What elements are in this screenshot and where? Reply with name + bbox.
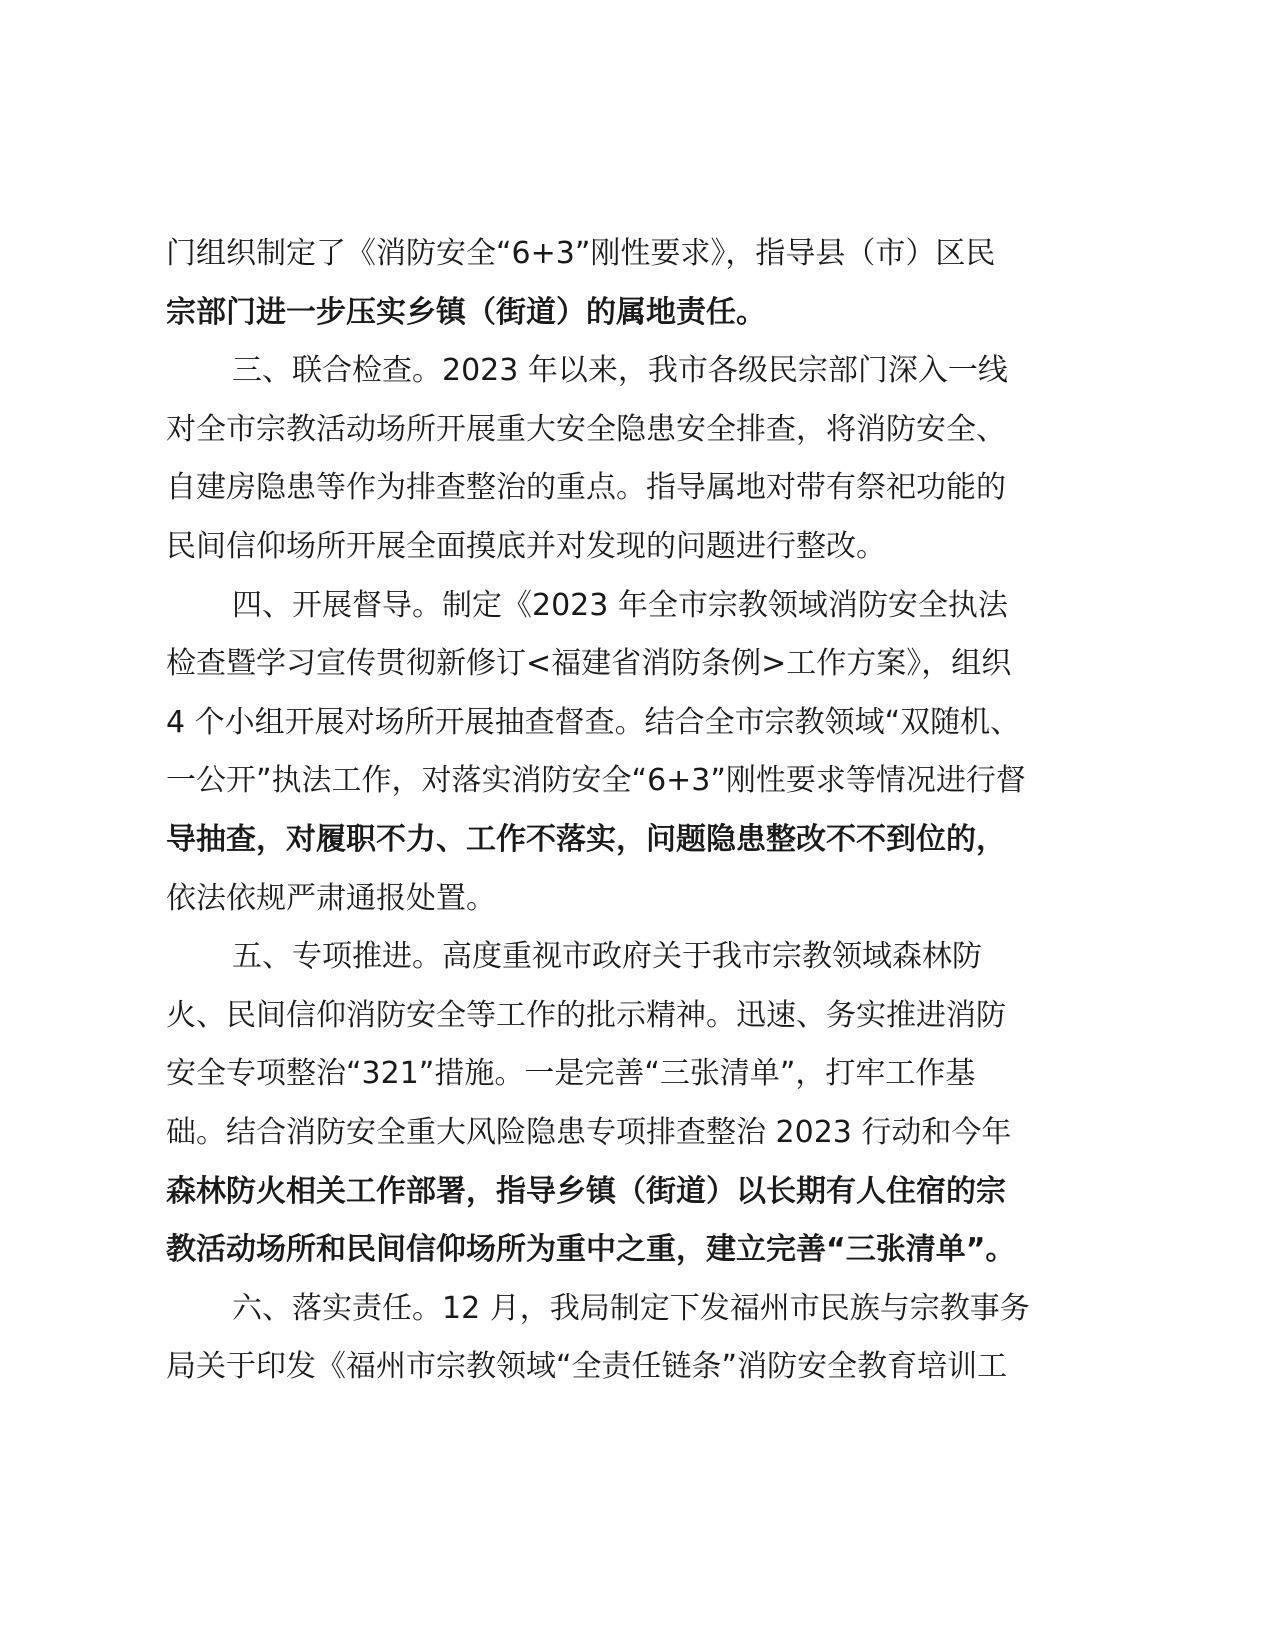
paragraph-heading-line: 四、开展督导。制定《2023 年全市宗教领域消防安全执法 xyxy=(232,587,1008,623)
paragraph-heading-line: 三、联合检查。2023 年以来，我市各级民宗部门深入一线 xyxy=(232,353,1008,389)
text-line: 宗部门进一步压实乡镇（街道）的属地责任。 xyxy=(166,294,766,330)
paragraph-heading-line: 六、落实责任。12 月，我局制定下发福州市民族与宗教事务 xyxy=(232,1290,1030,1326)
document-body xyxy=(166,225,1116,1397)
text-line: 安全专项整治“321”措施。一是完善“三张清单”，打牢工作基 xyxy=(166,1056,976,1092)
text-line: 森林防火相关工作部署，指导乡镇（街道）以长期有人住宿的宗 xyxy=(166,1173,1006,1209)
text-line: 民间信仰场所开展全面摸底并对发现的问题进行整改。 xyxy=(166,528,886,564)
paragraph-heading-line: 五、专项推进。高度重视市政府关于我市宗教领域森林防 xyxy=(232,939,982,975)
text-line: 自建房隐患等作为排查整治的重点。指导属地对带有祭祀功能的 xyxy=(166,470,1006,506)
text-line: 门组织制定了《消防安全“6+3”刚性要求》，指导县（市）区民 xyxy=(166,236,996,271)
text-line: 础。结合消防安全重大风险隐患专项排查整治 2023 行动和今年 xyxy=(166,1114,1012,1150)
text-line: 导抽查，对履职不力、工作不落实，问题隐患整改不不到位的， xyxy=(166,821,1006,857)
text-line: 局关于印发《福州市宗教领域“全责任链条”消防安全教育培训工 xyxy=(166,1349,1008,1385)
text-line: 检查暨学习宣传贯彻新修订<福建省消防条例>工作方案》，组织 xyxy=(166,646,1012,682)
text-line: 对全市宗教活动场所开展重大安全隐患安全排查，将消防安全、 xyxy=(166,411,1006,447)
text-line: 4 个小组开展对场所开展抽查督查。结合全市宗教领域“双随机、 xyxy=(166,704,1021,740)
text-line: 教活动场所和民间信仰场所为重中之重，建立完善“三张清单”。 xyxy=(166,1232,1016,1268)
text-line: 依法依规严肃通报处置。 xyxy=(166,880,496,916)
text-line: 火、民间信仰消防安全等工作的批示精神。迅速、务实推进消防 xyxy=(166,997,1006,1033)
text-line: 一公开”执法工作，对落实消防安全“6+3”刚性要求等情况进行督 xyxy=(166,763,1026,799)
